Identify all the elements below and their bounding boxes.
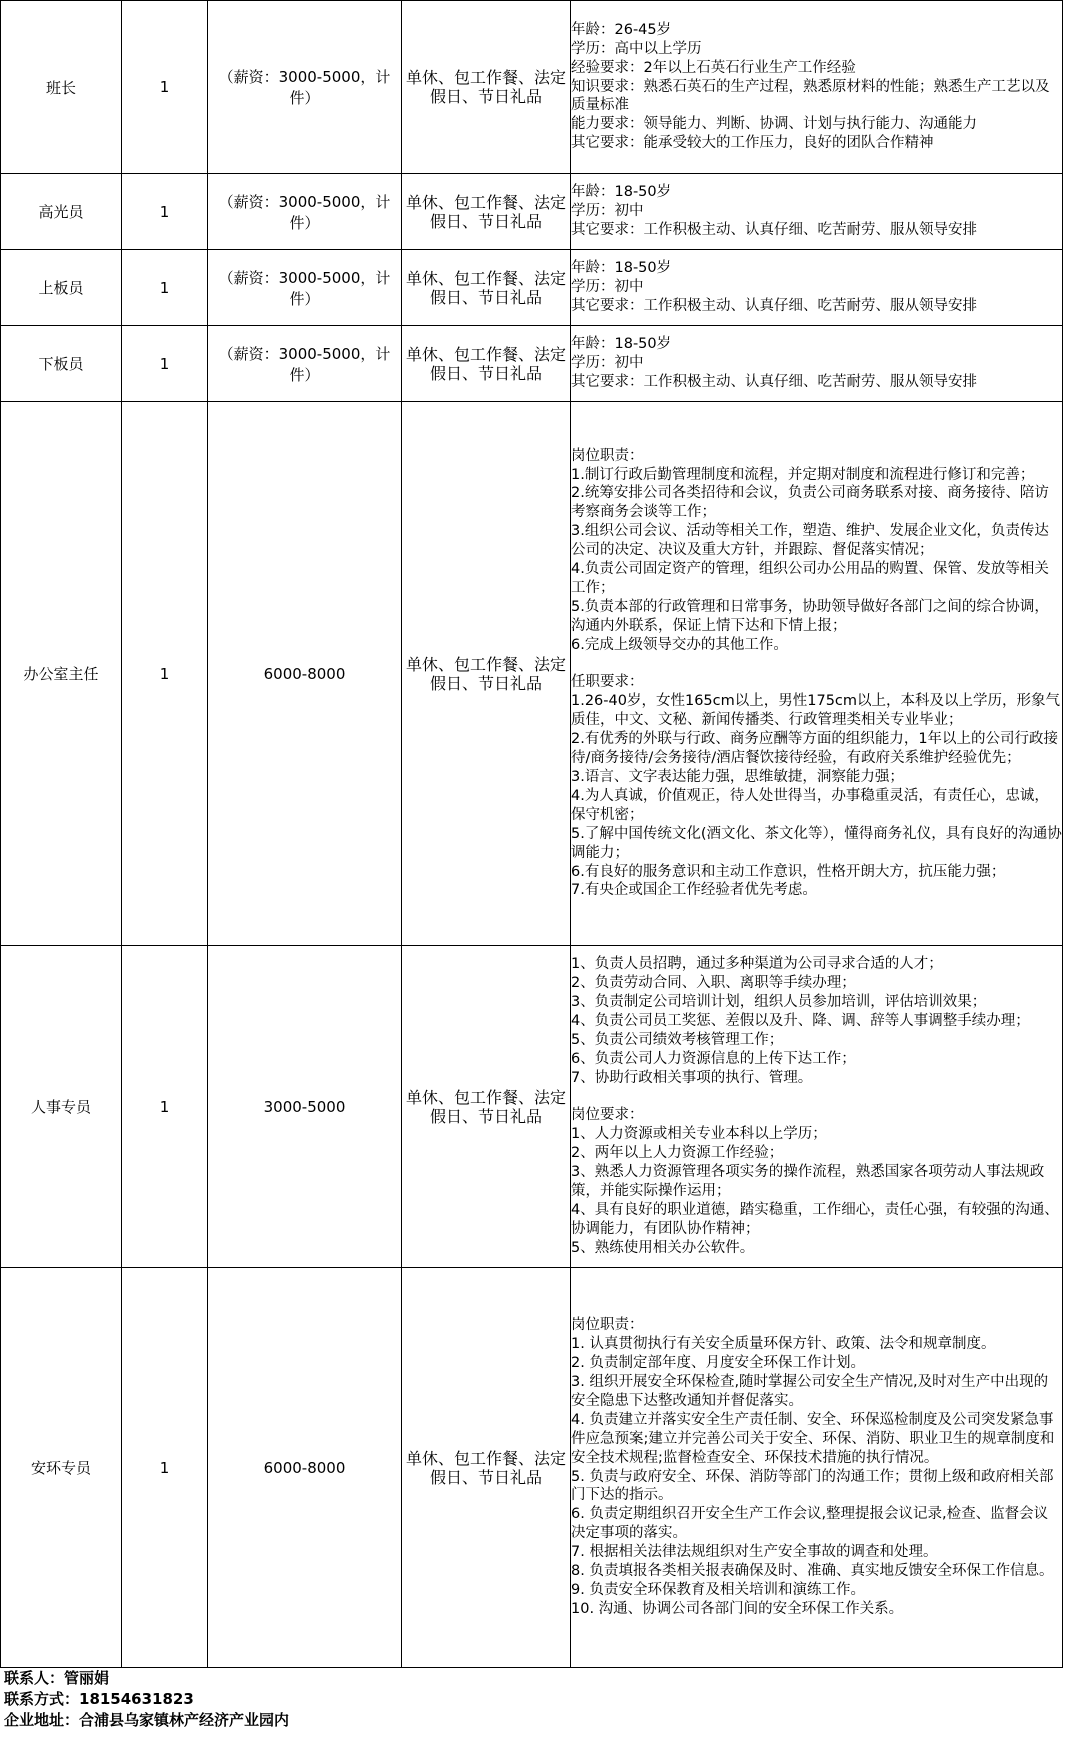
requirement-line: 岗位要求： — [571, 1107, 644, 1124]
salary: 6000-8000 — [208, 402, 402, 946]
requirement-line: 能力要求：领导能力、判断、协调、计划与执行能力、沟通能力 — [571, 116, 977, 133]
job-row — [1, 250, 1063, 326]
benefit-line: 单休、包工作餐、法定 — [405, 68, 566, 87]
benefit-line: 假日、节日礼品 — [429, 87, 542, 106]
benefit-line: 单休、包工作餐、法定 — [405, 1087, 566, 1107]
requirement-line: 任职要求： — [571, 674, 644, 691]
requirement-line: 7、协助行政相关事项的执行、管理。 — [571, 1069, 813, 1086]
requirement-line: 1、人力资源或相关专业本科以上学历； — [571, 1126, 827, 1143]
benefit-line: 单休、包工作餐、法定 — [405, 192, 566, 212]
requirement-line: 2.有优秀的外联与行政、商务应酬等方面的组织能力，1年以上的公司行政接待/商务接待/会务接待/酒店餐饮接待经验，有政府关系维护经验优先； — [571, 731, 1059, 767]
requirement-line: 2.统筹安排公司各类招待和会议，负责公司商务联系对接、商务接待、陪访考察商务会谈等工作； — [571, 485, 1049, 521]
requirement-line: 其它要求：工作积极主动、认真仔细、吃苦耐劳、服从领导安排 — [571, 297, 977, 314]
contact-person: 联系人：管丽娟 — [4, 1669, 110, 1687]
requirement-line: 7.有央企或国企工作经验者优先考虑。 — [571, 882, 817, 899]
contact-phone: 联系方式：18154631823 — [4, 1690, 194, 1708]
requirement-line: 1. 认真贯彻执行有关安全质量环保方针、政策、法令和规章制度。 — [571, 1336, 996, 1353]
blank-line — [571, 655, 1062, 674]
job-table-body — [1, 1, 1063, 1668]
requirement-line: 其它要求：能承受较大的工作压力，良好的团队合作精神 — [571, 135, 934, 152]
requirement-line: 6.有良好的服务意识和主动工作意识，性格开朗大方，抗压能力强； — [571, 863, 1006, 880]
requirement-line: 知识要求：熟悉石英石的生产过程，熟悉原材料的性能；熟悉生产工艺以及质量标准 — [571, 78, 1050, 114]
benefits — [402, 946, 571, 1268]
job-title: 下板员 — [1, 326, 122, 402]
benefit-line: 单休、包工作餐、法定 — [405, 344, 566, 364]
benefit-line: 单休、包工作餐、法定 — [405, 654, 566, 674]
salary: （薪资：3000-5000，计件） — [208, 326, 402, 402]
requirements — [571, 250, 1063, 326]
job-title: 安环专员 — [1, 1268, 122, 1668]
salary: （薪资：3000-5000，计件） — [208, 174, 402, 250]
requirement-line: 5、熟练使用相关办公软件。 — [571, 1239, 755, 1256]
benefit-line: 假日、节日礼品 — [429, 287, 542, 307]
requirement-line: 3、负责制定公司培训计划，组织人员参加培训，评估培训效果； — [571, 994, 987, 1011]
requirement-line: 其它要求：工作积极主动、认真仔细、吃苦耐劳、服从领导安排 — [571, 373, 977, 390]
job-row — [1, 326, 1063, 402]
requirements — [571, 326, 1063, 402]
requirement-line: 学历：初中 — [571, 355, 644, 372]
requirement-line: 学历：高中以上学历 — [571, 40, 702, 57]
benefits — [402, 1, 571, 174]
benefit-line: 假日、节日礼品 — [429, 1106, 542, 1126]
requirement-line: 1.26-40岁，女性165cm以上，男性175cm以上，本科及以上学历，形象气质佳，中文、文秘、新闻传播类、行政管理类相关专业毕业； — [571, 693, 1061, 729]
requirement-line: 岗位职责： — [571, 447, 644, 464]
job-title: 班长 — [1, 1, 122, 174]
requirement-line: 6.完成上级领导交办的其他工作。 — [571, 636, 788, 653]
requirements — [571, 174, 1063, 250]
benefits — [402, 174, 571, 250]
contact-footer — [4, 1668, 289, 1731]
requirement-line: 1.制订行政后勤管理制度和流程，并定期对制度和流程进行修订和完善； — [571, 466, 1035, 483]
requirement-line: 3.组织公司会议、活动等相关工作，塑造、维护、发展企业文化，负责传达公司的决定、决议及重大方针，并跟踪、督促落实情况； — [571, 523, 1049, 559]
job-row — [1, 946, 1063, 1268]
salary: （薪资：3000-5000，计件） — [208, 250, 402, 326]
requirement-line: 学历：初中 — [571, 279, 644, 296]
requirement-line: 1、负责人员招聘，通过多种渠道为公司寻求合适的人才； — [571, 956, 943, 973]
requirement-line: 4、负责公司员工奖惩、差假以及升、降、调、辞等人事调整手续办理； — [571, 1012, 1030, 1029]
benefits — [402, 326, 571, 402]
requirement-line: 4.为人真诚，价值观正，待人处世得当，办事稳重灵活，有责任心，忠诚，保守机密； — [571, 787, 1049, 823]
requirement-line: 年龄：18-50岁 — [571, 336, 672, 353]
requirement-line: 年龄：18-50岁 — [571, 260, 672, 277]
job-row — [1, 1268, 1063, 1668]
requirement-line: 10. 沟通、协调公司各部门间的安全环保工作关系。 — [571, 1600, 904, 1617]
job-title: 上板员 — [1, 250, 122, 326]
job-title: 高光员 — [1, 174, 122, 250]
headcount: 1 — [122, 402, 208, 946]
requirement-line: 4、具有良好的职业道德，踏实稳重，工作细心，责任心强，有较强的沟通、协调能力，有团队协作精神； — [571, 1202, 1059, 1237]
benefit-line: 假日、节日礼品 — [429, 1467, 542, 1487]
requirement-line: 3. 组织开展安全环保检查,随时掌握公司安全生产情况,及时对生产中出现的安全隐患下达整改通知并督促落实。 — [571, 1373, 1049, 1409]
benefit-line: 假日、节日礼品 — [429, 211, 542, 231]
salary: 3000-5000 — [208, 946, 402, 1268]
requirement-line: 其它要求：工作积极主动、认真仔细、吃苦耐劳、服从领导安排 — [571, 221, 977, 238]
benefit-line: 单休、包工作餐、法定 — [405, 268, 566, 288]
headcount: 1 — [122, 326, 208, 402]
job-row — [1, 174, 1063, 250]
headcount: 1 — [122, 1268, 208, 1668]
requirement-line: 3、熟悉人力资源管理各项实务的操作流程，熟悉国家各项劳动人事法规政策，并能实际操作运用； — [571, 1164, 1045, 1200]
benefit-line: 假日、节日礼品 — [429, 673, 542, 693]
headcount: 1 — [122, 174, 208, 250]
benefit-line: 假日、节日礼品 — [429, 363, 542, 383]
headcount: 1 — [122, 946, 208, 1268]
headcount: 1 — [122, 1, 208, 174]
blank-line — [571, 1088, 1062, 1107]
requirement-line: 岗位职责： — [571, 1317, 644, 1334]
requirement-line: 2、负责劳动合同、入职、离职等手续办理； — [571, 975, 856, 992]
job-title: 人事专员 — [1, 946, 122, 1268]
salary: 6000-8000 — [208, 1268, 402, 1668]
company-address: 企业地址：合浦县乌家镇林产经济产业园内 — [4, 1711, 290, 1729]
requirement-line: 4.负责公司固定资产的管理，组织公司办公用品的购置、保管、发放等相关工作； — [571, 561, 1049, 596]
salary: （薪资：3000-5000，计件） — [208, 1, 402, 174]
requirement-line: 5、负责公司绩效考核管理工作； — [571, 1031, 784, 1048]
requirements — [571, 1, 1063, 174]
requirement-line: 5.负责本部的行政管理和日常事务，协助领导做好各部门之间的综合协调，沟通内外联系，保证上情下达和下情上报； — [571, 598, 1049, 634]
benefits — [402, 250, 571, 326]
requirement-line: 年龄：26-45岁 — [571, 21, 672, 38]
job-row — [1, 402, 1063, 946]
requirement-line: 5.了解中国传统文化(酒文化、茶文化等），懂得商务礼仪，具有良好的沟通协调能力； — [571, 825, 1062, 861]
requirement-line: 学历：初中 — [571, 203, 644, 220]
job-row — [1, 1, 1063, 174]
requirement-line: 经验要求：2年以上石英石行业生产工作经验 — [571, 59, 856, 76]
requirement-line: 5. 负责与政府安全、环保、消防等部门的沟通工作；贯彻上级和政府相关部门下达的指示。 — [571, 1468, 1054, 1504]
requirement-line: 2. 负责制定部年度、月度安全环保工作计划。 — [571, 1355, 865, 1372]
requirement-line: 7. 根据相关法律法规组织对生产安全事故的调查和处理。 — [571, 1544, 938, 1561]
requirement-line: 2、两年以上人力资源工作经验； — [571, 1145, 784, 1162]
benefits — [402, 1268, 571, 1668]
requirements — [571, 946, 1063, 1268]
requirement-line: 6、负责公司人力资源信息的上传下达工作； — [571, 1050, 856, 1067]
requirement-line: 6. 负责定期组织召开安全生产工作会议,整理提报会议记录,检查、监督会议决定事项的落实。 — [571, 1506, 1049, 1542]
requirement-line: 9. 负责安全环保教育及相关培训和演练工作。 — [571, 1581, 865, 1598]
requirement-line: 3.语言、文字表达能力强，思维敏捷，洞察能力强； — [571, 769, 904, 786]
benefits — [402, 402, 571, 946]
requirement-line: 8. 负责填报各类相关报表确保及时、准确、真实地反馈安全环保工作信息。 — [571, 1563, 1054, 1580]
headcount: 1 — [122, 250, 208, 326]
benefit-line: 单休、包工作餐、法定 — [405, 1448, 566, 1468]
requirements — [571, 402, 1063, 946]
job-title: 办公室主任 — [1, 402, 122, 946]
requirement-line: 4. 负责建立并落实安全生产责任制、安全、环保巡检制度及公司突发紧急事件应急预案;建立并完善公司关于安全、环保、消防、职业卫生的规章制度和安全技术规程;监督检查安全、环保技术措施的执行情况。 — [571, 1411, 1055, 1466]
requirement-line: 年龄：18-50岁 — [571, 184, 672, 201]
requirements — [571, 1268, 1063, 1668]
